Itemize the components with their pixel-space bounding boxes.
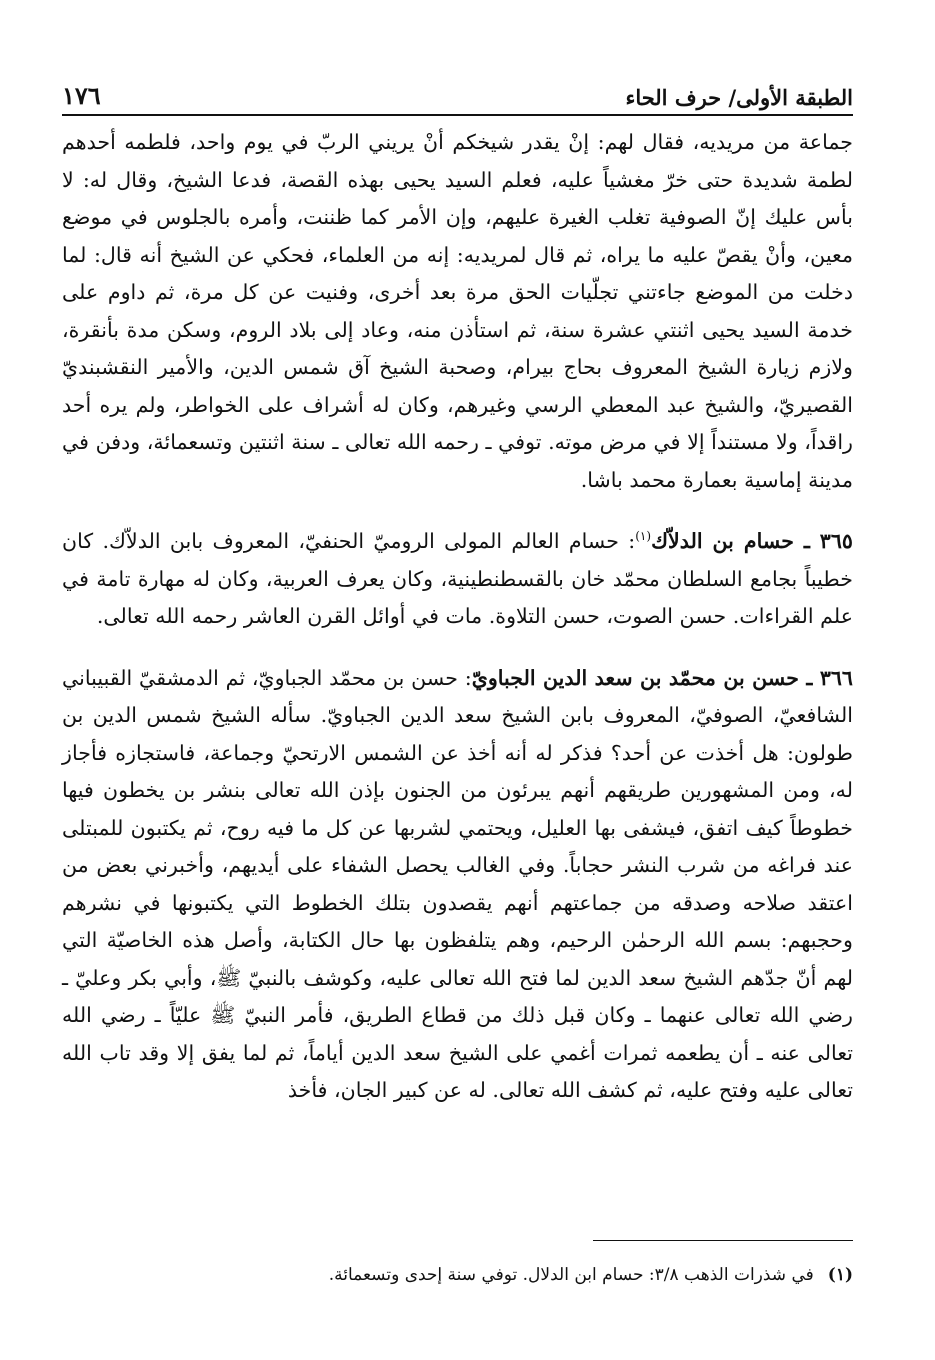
entry-365 xyxy=(62,523,853,636)
entry-text: حسن بن محمّد الجباويّ، ثم الدمشقيّ القبيباني الشافعيّ، الصوفيّ، المعروف بابن الشيخ سعد الدين الجباويّ. سأله الشيخ شمس الدين بن طولون: هل أخذت عن أحد؟ فذكر له أنه أخذ عن الشمس الارتحيّ وجماعة، فاستجازه فأجاز له، ومن المشهورين طريقهم أنهم يبرئون من الجنون بإذن الله تعالى بنشر بن يخطون فيها خطوطاً كيف اتفق، فيشفى بها العليل، ويحتمي لشربها عن كل ما فيه روح، ثم يكتبون للمبتلى عند فراغه من شرب النشر حجاباً. وفي الغالب يحصل الشفاء على أيديهم، وأخبرني بعض من اعتقد صلاحه وصدقه من جماعتهم أنهم يقصدون بتلك الخطوط التي يكتبونها في نشرهم وحجبهم: بسم الله الرحمٰن الرحيم، وهم يتلفظون بها حال الكتابة، وأصل هذه الخاصيّة التي لهم أنّ جدّهم الشيخ سعد الدين لما فتح الله تعالى عليه، وكوشف بالنبيّ ﷺ، وأبي بكر وعليّ ـ رضي الله تعالى عنهما ـ وكان قبل ذلك من قطاع الطريق، فأمر النبيّ ﷺ عليّاً ـ رضي الله تعالى عنه ـ أن يطعمه ثمرات أغمي على الشيخ سعد الدين أياماً، ثم لما يفق إلا وقد تاب الله تعالى عليه وفتح عليه، ثم كشف الله تعالى. له عن كبير الجان، فأخذ xyxy=(62,665,853,1102)
footnote xyxy=(62,1262,853,1288)
entry-colon: : xyxy=(619,529,636,553)
footnote-rule xyxy=(593,1240,853,1241)
header-rule xyxy=(62,114,853,116)
main-text xyxy=(62,124,853,1110)
running-title: الطبقة الأولى/ حرف الحاء xyxy=(625,85,853,110)
entry-text: حسام العالم المولى الروميّ الحنفيّ، المعروف بابن الدلاّك. كان خطيباً بجامع السلطان محمّد خان بالقسطنطينية، وكان يعرف العربية، وكان له مهارة تامة في علم القراءات. حسن الصوت، حسن التلاوة. مات في أوائل القرن العاشر رحمه الله تعالى. xyxy=(62,529,853,628)
continuation-paragraph: جماعة من مريديه، فقال لهم: إنْ يقدر شيخكم أنْ يريني الربّ في يوم واحد، فلطمه أحدهم لطمة شديدة حتى خرّ مغشياً عليه، فعلم السيد يحيى بهذه القصة، فدعا الشيخ، وقال له: لا بأس عليك إنّ الصوفية تغلب الغيرة عليهم، وإن الأمر كما ظننت، وأمره بالجلوس في موضع معين، وأنْ يقصّ عليه ما يراه، ثم قال لمريديه: إنه من العلماء، فحكي عن الشيخ أنه قال: لما دخلت من الموضع جاءتني تجلّيات الحق مرة بعد أخرى، وفنيت عن كل مرة، ثم داوم على خدمة السيد يحيى اثنتي عشرة سنة، ثم استأذن منه، وعاد إلى بلاد الروم، وسكن مدة بأنقرة، ولازم زيارة الشيخ المعروف بحاج بيرام، وصحبة الشيخ آق شمس الدين، والأمير النقشبنديّ القصيريّ، والشيخ عبد المعطي الرسي وغيرهم، وكان له أشراف على الخواطر، ولم يره أحد راقداً، ولا مستنداً إلا في مرض موته. توفي ـ رحمه الله تعالى ـ سنة اثنتين وتسعمائة، ودفن في مدينة إماسية بعمارة محمد باشا. xyxy=(62,130,853,492)
entry-heading: ٣٦٥ ـ حسام بن الدلاّك xyxy=(651,529,853,553)
footnote-number: (١) xyxy=(827,1265,853,1285)
entry-366 xyxy=(62,660,853,1110)
entry-heading: ٣٦٦ ـ حسن بن محمّد بن سعد الدين الجباويّ xyxy=(471,665,853,690)
page-number: ١٧٦ xyxy=(62,81,101,110)
footnote-text: في شذرات الذهب ٣/٨: حسام ابن الدلال. توفي سنة إحدى وتسعمائة. xyxy=(328,1265,814,1285)
page-header xyxy=(62,72,853,108)
footnote-reference: (١) xyxy=(635,529,652,544)
entry-colon: : xyxy=(457,665,472,690)
